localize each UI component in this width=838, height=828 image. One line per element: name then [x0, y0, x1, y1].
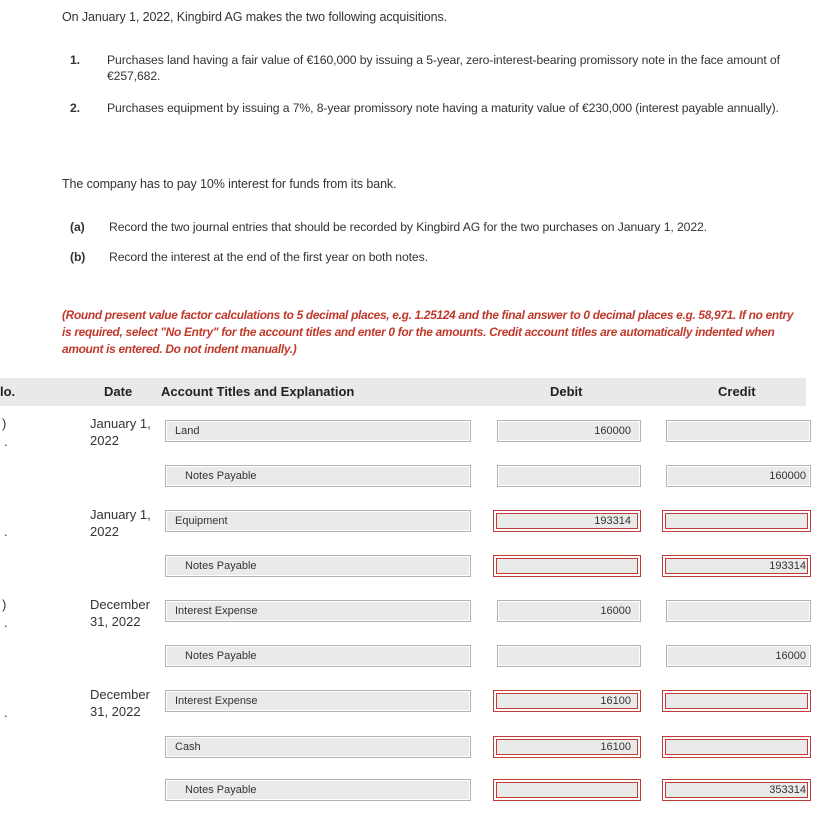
part-text: Record the two journal entries that should be recorded by Kingbird AG for the two purchases on January 1, 2022.: [109, 220, 707, 234]
credit-input[interactable]: 16000: [666, 645, 811, 667]
credit-input[interactable]: [662, 736, 811, 758]
entry-no-sub: .: [4, 524, 8, 539]
header-date: Date: [104, 384, 133, 399]
header-credit: Credit: [718, 384, 756, 399]
account-title-input[interactable]: Land: [165, 420, 471, 442]
item-text: Purchases equipment by issuing a 7%, 8-year promissory note having a maturity value of €230,000 (interest payable annually).: [107, 101, 779, 115]
bank-rate-text: The company has to pay 10% interest for funds from its bank.: [62, 177, 397, 191]
credit-input[interactable]: 353314: [662, 779, 811, 801]
debit-input[interactable]: [493, 555, 641, 577]
debit-input[interactable]: 16100: [493, 736, 641, 758]
header-no: lo.: [0, 384, 16, 399]
entry-date: January 1, 2022: [90, 416, 151, 448]
item-number: 2.: [70, 101, 80, 115]
account-title-input[interactable]: Equipment: [165, 510, 471, 532]
account-title-input[interactable]: Interest Expense: [165, 690, 471, 712]
entry-no-sub: .: [4, 434, 8, 449]
item-number: 1.: [70, 53, 80, 67]
entry-date: December 31, 2022: [90, 597, 150, 629]
debit-input[interactable]: 16100: [493, 690, 641, 712]
entry-no-sub: .: [4, 705, 8, 720]
debit-input[interactable]: [497, 645, 641, 667]
debit-input[interactable]: 160000: [497, 420, 641, 442]
problem-intro: On January 1, 2022, Kingbird AG makes the two following acquisitions.: [62, 10, 447, 24]
credit-input[interactable]: [662, 510, 811, 532]
credit-input[interactable]: 160000: [666, 465, 811, 487]
journal-table-header: [0, 378, 806, 406]
header-account: Account Titles and Explanation: [161, 384, 355, 399]
account-title-input[interactable]: Notes Payable: [165, 465, 471, 487]
rounding-instructions: (Round present value factor calculations to 5 decimal places, e.g. 1.25124 and the final answer to 0 decimal places e.g. 58,971. If no entry is required, select "No Entry" for the account titles and enter 0 for the amounts. Credit account titles are automatically indented when amount is entered. Do not indent manually.): [62, 308, 794, 356]
account-title-input[interactable]: Notes Payable: [165, 645, 471, 667]
debit-input[interactable]: [497, 465, 641, 487]
entry-no: ): [2, 416, 7, 431]
debit-input[interactable]: 16000: [497, 600, 641, 622]
part-label: (b): [70, 250, 86, 264]
credit-input[interactable]: [662, 690, 811, 712]
account-title-input[interactable]: Notes Payable: [165, 779, 471, 801]
item-text: Purchases land having a fair value of €160,000 by issuing a 5-year, zero-interest-bearing promissory note in the face amount of €257,682.: [107, 53, 780, 83]
credit-input[interactable]: 193314: [662, 555, 811, 577]
header-debit: Debit: [550, 384, 583, 399]
debit-input[interactable]: [493, 779, 641, 801]
entry-date: January 1, 2022: [90, 507, 151, 539]
account-title-input[interactable]: Notes Payable: [165, 555, 471, 577]
part-text: Record the interest at the end of the first year on both notes.: [109, 250, 428, 264]
entry-no: ): [2, 597, 7, 612]
debit-input[interactable]: 193314: [493, 510, 641, 532]
credit-input[interactable]: [666, 600, 811, 622]
credit-input[interactable]: [666, 420, 811, 442]
entry-date: December 31, 2022: [90, 687, 150, 719]
account-title-input[interactable]: Interest Expense: [165, 600, 471, 622]
account-title-input[interactable]: Cash: [165, 736, 471, 758]
entry-no-sub: .: [4, 615, 8, 630]
part-label: (a): [70, 220, 85, 234]
